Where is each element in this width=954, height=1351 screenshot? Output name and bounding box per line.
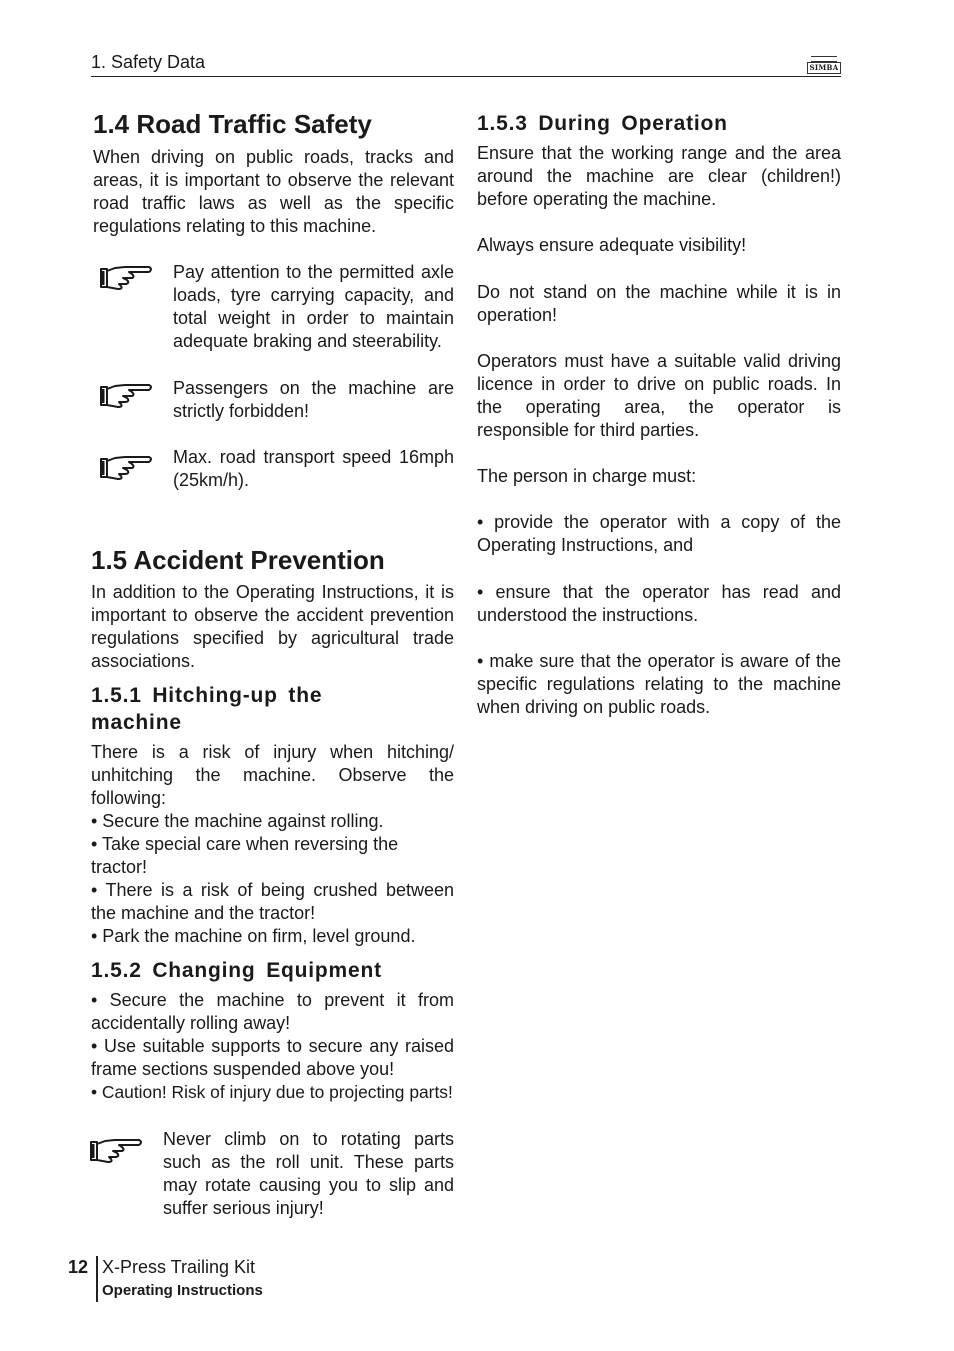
heading-hitching-up: 1.5.1 Hitching-up the machine	[91, 684, 323, 734]
operation-bullet: • make sure that the operator is aware of the specific regulations relating to the machine when driving on public roads.	[477, 651, 841, 717]
road-safety-intro: When driving on public roads, tracks and areas, it is important to observe the relevant road traffic laws as well as the specific regulations relating to this machine.	[93, 147, 454, 236]
operation-paragraph: Do not stand on the machine while it is in operation!	[477, 282, 841, 325]
footer-divider	[96, 1256, 98, 1302]
list-item: • There is a risk of being crushed between the machine and the tractor!	[91, 880, 454, 923]
hitching-bullets	[91, 810, 454, 948]
list-item: • Park the machine on firm, level ground.	[91, 926, 416, 946]
heading-changing-equipment: 1.5.2 Changing Equipment	[91, 959, 382, 982]
pointing-hand-icon	[99, 453, 153, 481]
pointing-hand-icon	[89, 1136, 143, 1164]
pointing-hand-icon	[99, 381, 153, 409]
operation-bullet: • ensure that the operator has read and understood the instructions.	[477, 582, 841, 625]
footer-document-title: X-Press Trailing Kit	[102, 1257, 256, 1277]
footer-document-subtitle: Operating Instructions	[102, 1282, 263, 1299]
list-item: • Use suitable supports to secure any raised frame sections suspended above you!	[91, 1036, 454, 1079]
note-passengers-text: Passengers on the machine are strictly forbidden!	[173, 378, 454, 421]
operation-paragraph: Operators must have a suitable valid driving licence in order to drive on public roads. In the operating area, the operator is responsible for third parties.	[477, 351, 841, 440]
page-header	[91, 52, 841, 77]
operation-bullet: • provide the operator with a copy of the Operating Instructions, and	[477, 512, 841, 555]
simba-logo	[807, 56, 841, 73]
operation-paragraph: Always ensure adequate visibility!	[477, 235, 747, 255]
heading-during-operation: 1.5.3 During Operation	[477, 112, 728, 135]
list-item: • Take special care when reversing the tractor!	[91, 834, 399, 877]
note-speed-text: Max. road transport speed 16mph (25km/h).	[173, 447, 454, 490]
running-header-title: 1. Safety Data	[91, 52, 206, 72]
page-number: 12	[68, 1257, 89, 1277]
heading-road-traffic-safety: 1.4 Road Traffic Safety	[93, 109, 372, 139]
list-item: • Secure the machine to prevent it from accidentally rolling away!	[91, 990, 454, 1033]
pointing-hand-icon	[99, 263, 153, 291]
heading-accident-prevention: 1.5 Accident Prevention	[91, 545, 385, 575]
list-item: • Secure the machine against rolling.	[91, 811, 384, 831]
operation-paragraph: The person in charge must:	[477, 466, 697, 486]
note-rotating-parts-text: Never climb on to rotating parts such as the roll unit. These parts may rotate causing you to slip and suffer serious injury!	[163, 1129, 454, 1218]
accident-prevention-intro: In addition to the Operating Instructions, it is important to observe the accident prevention regulations specified by agricultural trade associations.	[91, 582, 454, 671]
operation-paragraph: Ensure that the working range and the area around the machine are clear (children!) before operating the machine.	[477, 143, 841, 209]
hitching-intro: There is a risk of injury when hitching/ unhitching the machine. Observe the following:	[91, 742, 454, 808]
equipment-bullets	[91, 989, 454, 1104]
note-axle-loads-text: Pay attention to the permitted axle loads, tyre carrying capacity, and total weight in order to maintain adequate braking and steerability.	[173, 262, 454, 351]
logo-wordmark: SIMBA	[807, 62, 841, 74]
list-item: • Caution! Risk of injury due to projecting parts!	[91, 1082, 453, 1102]
